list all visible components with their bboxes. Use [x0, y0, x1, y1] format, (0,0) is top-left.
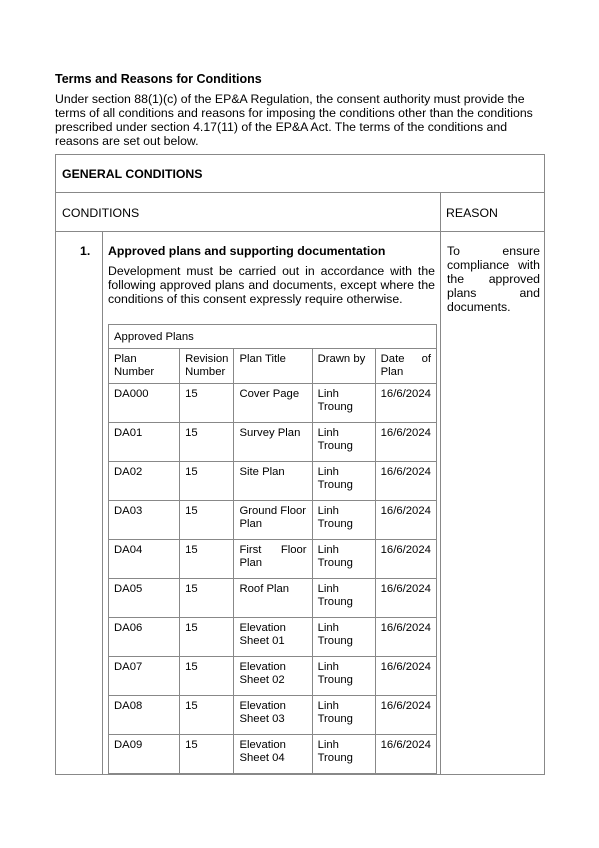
- cell-drawn-by: Linh Troung: [312, 423, 375, 462]
- column-divider: [440, 193, 441, 774]
- cell-date-of-plan: 16/6/2024: [375, 384, 436, 423]
- cell-plan-number: DA07: [109, 657, 180, 696]
- table-row: [109, 501, 437, 540]
- cell-revision-number: 15: [180, 384, 234, 423]
- cell-plan-number: DA01: [109, 423, 180, 462]
- condition-number: 1.: [80, 244, 91, 258]
- condition-reason: [447, 244, 540, 314]
- cell-drawn-by: Linh Troung: [312, 540, 375, 579]
- table-row: [109, 657, 437, 696]
- cell-plan-number: DA04: [109, 540, 180, 579]
- general-conditions-label: GENERAL CONDITIONS: [62, 167, 203, 181]
- table-row: [109, 696, 437, 735]
- approved-plans-table: [108, 324, 437, 774]
- cell-drawn-by: Linh Troung: [312, 384, 375, 423]
- page-heading: Terms and Reasons for Conditions: [55, 72, 262, 86]
- cell-plan-number: DA06: [109, 618, 180, 657]
- header-drawn-by: Drawn by: [312, 349, 375, 384]
- cell-plan-number: DA05: [109, 579, 180, 618]
- cell-plan-title: Elevation Sheet 04: [234, 735, 312, 774]
- cell-drawn-by: Linh Troung: [312, 735, 375, 774]
- table-row: [109, 423, 437, 462]
- column-header-row: [56, 193, 544, 232]
- cell-date-of-plan: 16/6/2024: [375, 462, 436, 501]
- intro-line: terms of all conditions and reasons for imposing the conditions other than the conditions: [55, 106, 533, 120]
- table-row: [109, 462, 437, 501]
- plan-rows: [109, 384, 437, 774]
- header-date-of-plan: Date of Plan: [375, 349, 436, 384]
- cell-plan-title: Site Plan: [234, 462, 312, 501]
- cell-date-of-plan: 16/6/2024: [375, 579, 436, 618]
- header-revision-number: Revision Number: [180, 349, 234, 384]
- cell-date-of-plan: 16/6/2024: [375, 540, 436, 579]
- condition-body: Development must be carried out in accordance with the following approved plans and documents, except where the conditions of this consent expressly require otherwise.: [108, 264, 435, 306]
- cell-plan-title: Cover Page: [234, 384, 312, 423]
- cell-plan-title: Elevation Sheet 03: [234, 696, 312, 735]
- table-row: [109, 384, 437, 423]
- cell-revision-number: 15: [180, 462, 234, 501]
- cell-plan-title: Roof Plan: [234, 579, 312, 618]
- cell-drawn-by: Linh Troung: [312, 618, 375, 657]
- approved-plans-title: Approved Plans: [109, 325, 437, 349]
- cell-date-of-plan: 16/6/2024: [375, 657, 436, 696]
- conditions-header: CONDITIONS: [62, 206, 140, 220]
- general-conditions-row: [56, 155, 544, 193]
- header-plan-number: Plan Number: [109, 349, 180, 384]
- cell-plan-number: DA09: [109, 735, 180, 774]
- cell-date-of-plan: 16/6/2024: [375, 423, 436, 462]
- cell-plan-number: DA02: [109, 462, 180, 501]
- cell-revision-number: 15: [180, 696, 234, 735]
- cell-revision-number: 15: [180, 618, 234, 657]
- reason-line: documents.: [447, 300, 511, 314]
- cell-revision-number: 15: [180, 423, 234, 462]
- cell-plan-title: Survey Plan: [234, 423, 312, 462]
- cell-drawn-by: Linh Troung: [312, 696, 375, 735]
- reason-line: plans and: [447, 286, 540, 300]
- cell-plan-number: DA03: [109, 501, 180, 540]
- cell-revision-number: 15: [180, 579, 234, 618]
- table-row: [109, 579, 437, 618]
- cell-plan-number: DA000: [109, 384, 180, 423]
- reason-line: compliance with: [447, 258, 540, 272]
- cell-drawn-by: Linh Troung: [312, 501, 375, 540]
- cell-plan-title: Ground Floor Plan: [234, 501, 312, 540]
- reason-line: To ensure: [447, 244, 540, 258]
- cell-drawn-by: Linh Troung: [312, 579, 375, 618]
- cell-revision-number: 15: [180, 501, 234, 540]
- cell-date-of-plan: 16/6/2024: [375, 618, 436, 657]
- intro-line: prescribed under section 4.17(11) of the EP&A Act. The terms of the conditions and: [55, 120, 508, 134]
- cell-plan-title: Elevation Sheet 02: [234, 657, 312, 696]
- cell-date-of-plan: 16/6/2024: [375, 501, 436, 540]
- conditions-table: [55, 154, 545, 775]
- intro-paragraph: [55, 92, 533, 148]
- table-row: [109, 618, 437, 657]
- cell-date-of-plan: 16/6/2024: [375, 696, 436, 735]
- table-row: [109, 735, 437, 774]
- cell-plan-number: DA08: [109, 696, 180, 735]
- table-row: [109, 540, 437, 579]
- intro-line: Under section 88(1)(c) of the EP&A Regulation, the consent authority must provide the: [55, 92, 525, 106]
- number-divider: [102, 232, 103, 774]
- cell-revision-number: 15: [180, 657, 234, 696]
- cell-plan-title: First Floor Plan: [234, 540, 312, 579]
- cell-plan-title: Elevation Sheet 01: [234, 618, 312, 657]
- reason-line: the approved: [447, 272, 540, 286]
- reason-header: REASON: [446, 206, 498, 220]
- condition-title: Approved plans and supporting documentation: [108, 244, 386, 258]
- cell-date-of-plan: 16/6/2024: [375, 735, 436, 774]
- cell-drawn-by: Linh Troung: [312, 462, 375, 501]
- header-plan-title: Plan Title: [234, 349, 312, 384]
- cell-drawn-by: Linh Troung: [312, 657, 375, 696]
- cell-revision-number: 15: [180, 540, 234, 579]
- cell-revision-number: 15: [180, 735, 234, 774]
- intro-line: reasons are set out below.: [55, 134, 199, 148]
